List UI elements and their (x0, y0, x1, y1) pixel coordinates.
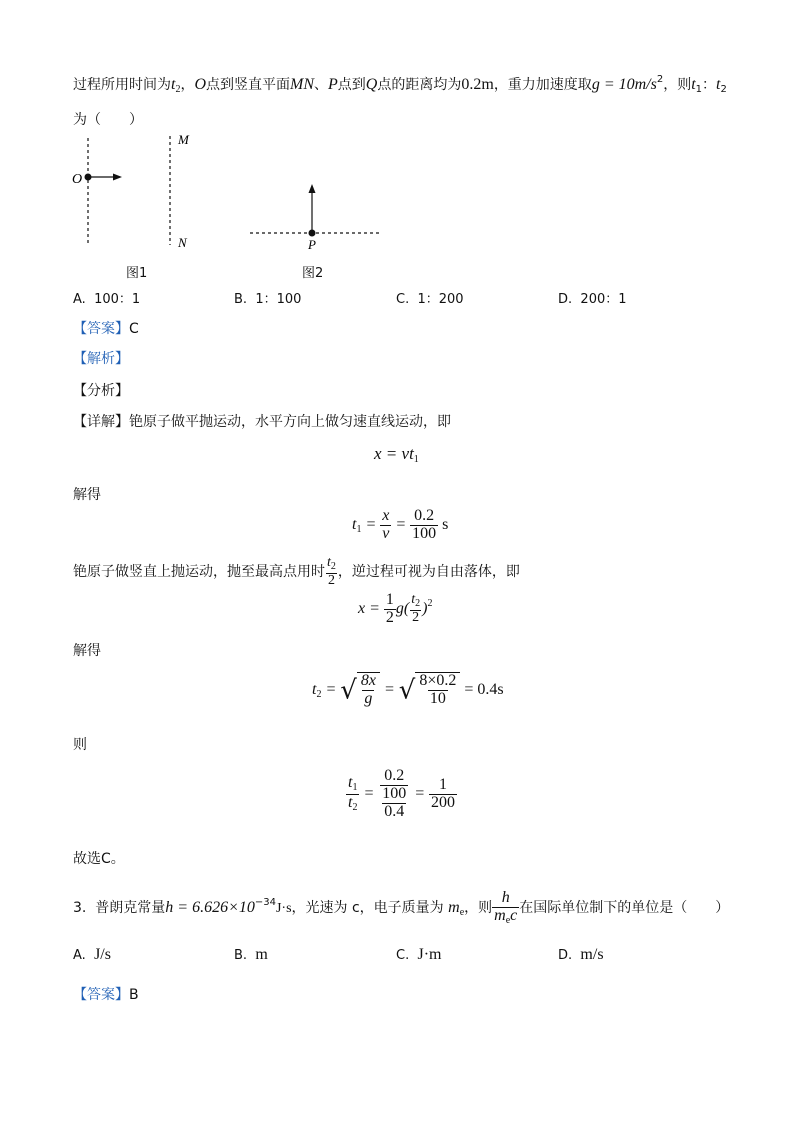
equation-3: x = $\frac{1}{2}$ g( $\frac{t_2}{2}$ )$^2$ (358, 591, 433, 626)
p3-option-d[interactable] (558, 946, 604, 964)
p3-option-b[interactable] (234, 946, 268, 964)
solve-label-1: 解得 (73, 487, 101, 503)
symbol-O: O (194, 76, 207, 93)
text-fragment: ，重力加速度取 (493, 77, 592, 93)
eq-denominator: c (510, 906, 518, 924)
distance-value: 0.2m (461, 76, 494, 93)
eq-result: = 0.4s (464, 680, 504, 698)
option-b[interactable] (234, 288, 301, 307)
detail-text: 铯原子做平抛运动，水平方向上做匀速直线运动，即 (129, 414, 451, 430)
eq-numerator: 1 (385, 591, 394, 608)
equation-4: $t_2$ = √ $\frac{8x}{g}$ = √ $\frac{8\times 0.2}{10}$ = 0.4s (312, 672, 504, 707)
label-O: O (72, 172, 83, 187)
text-fragment: 点到竖直平面 (206, 77, 291, 93)
eq-symbol: x (358, 599, 366, 617)
arrowhead-right-icon (113, 174, 122, 181)
eq-symbol: t (352, 515, 357, 533)
text-fragment: 、 (314, 77, 329, 93)
detail-line-2: 铯原子做竖直上抛运动，抛至最高点用时 $\frac{t_2}{2}$ ，逆过程可视为自由落体，即 (73, 555, 520, 588)
text-fragment: 点的距离均为 (377, 77, 462, 93)
answer-tag: 【答案】 (73, 987, 129, 1003)
solve-label-2: 解得 (73, 643, 101, 659)
question-number: 3. (73, 900, 87, 917)
eq-numerator: 8×0.2 (419, 672, 457, 689)
option-letter: C. (396, 292, 410, 307)
text-fragment: 铯原子做竖直上抛运动，抛至最高点用时 (73, 564, 325, 581)
answer-tag: 【答案】 (73, 321, 129, 337)
eq-numerator: 1 (439, 775, 448, 793)
symbol-m: m (448, 899, 460, 917)
equation-text: x = vt (374, 444, 414, 463)
answer-value: C (129, 321, 139, 337)
p3-option-c[interactable] (396, 946, 441, 964)
planck-value: h = 6.626×10 (165, 899, 255, 917)
option-a[interactable] (73, 288, 140, 307)
conclusion: 故选C。 (73, 851, 125, 867)
problem-text-line-2: 为（ ） (73, 112, 143, 128)
fenxi-tag: 【分析】 (73, 383, 129, 399)
option-d[interactable] (558, 288, 627, 307)
text-fragment: ，光速为 c，电子质量为 (291, 900, 444, 917)
option-text: J·m (417, 946, 442, 963)
colon: ： (702, 77, 717, 93)
option-letter: D. (558, 292, 573, 307)
eq-denominator: 2 (385, 608, 394, 626)
eq-denominator: 10 (429, 689, 446, 707)
symbol-P: P (328, 76, 338, 93)
eq-denominator: 100 (382, 784, 407, 802)
eq-denominator: 100 (412, 524, 437, 542)
text-fragment: ，则 (464, 900, 493, 917)
eq-numerator: 0.2 (384, 767, 405, 784)
label-N: N (178, 235, 187, 250)
detail-tag: 【详解】 (73, 414, 129, 430)
equation-5: $\frac{t_1}{t_2}$ = $\frac{\frac{0.2}{100}}{0.4}$ = $\frac{1}{200}$ (348, 767, 456, 820)
eq-numerator: 8x (360, 672, 376, 689)
eq-numerator: h (501, 889, 510, 906)
figure-1-caption: 图1 (126, 266, 148, 281)
symbol-Q: Q (365, 76, 378, 93)
symbol-t: t (171, 76, 176, 93)
option-text: 1：200 (417, 292, 464, 307)
detail-line (73, 411, 451, 431)
figure-2-caption: 图2 (302, 266, 324, 281)
label-M: M (178, 132, 189, 147)
option-c[interactable] (396, 288, 464, 307)
option-text: m/s (580, 946, 604, 963)
eq-denominator: v (382, 524, 390, 542)
label-P: P (308, 237, 316, 252)
arrowhead-up-icon (309, 184, 316, 193)
text-fragment: ，则 (663, 77, 692, 93)
option-letter: A. (73, 948, 86, 963)
problem-text-line-1: 过程所用时间为$t_2$，O点到竖直平面MN、P点到Q点的距离均为0.2m，重力加速度取$g = 10m/s^2$，则$t_1$：$t_2$ (73, 74, 727, 95)
option-letter: D. (558, 948, 573, 963)
option-letter: C. (396, 948, 410, 963)
symbol-MN: MN (290, 76, 315, 93)
eq-unit: s (442, 515, 449, 533)
eq-symbol: g (395, 599, 404, 617)
option-text: 100：1 (94, 292, 141, 307)
option-text: m (255, 946, 268, 963)
p3-answer-line (73, 984, 139, 1004)
gravity-value: g = 10m/s (591, 76, 657, 93)
eq-denominator: g (364, 689, 373, 707)
answer-value: B (129, 987, 139, 1003)
eq-denominator: 0.4 (384, 802, 405, 820)
answer-line (73, 318, 139, 338)
equation-1: $x = vt_1$ (374, 444, 419, 465)
problem-3-stem: 3. 普朗克常量$h = 6.626\times 10^{-34}J\cdot s$，光速为 c，电子质量为 $m_e$，则 $\frac{h}{m_ec}$ 在国际单位制下的单位是（ ） (73, 889, 730, 926)
eq-denominator: 200 (431, 793, 456, 811)
option-letter: B. (234, 948, 248, 963)
equation-2: $t_1$ = $\frac{x}{v}$ = $\frac{0.2}{100}$ s (352, 507, 449, 542)
option-letter: A. (73, 292, 86, 307)
figure-diagram (60, 128, 400, 278)
text-fragment: 在国际单位制下的单位是（ ） (519, 900, 730, 917)
text-fragment: 点到 (337, 77, 366, 93)
exponent: −34 (254, 897, 276, 909)
option-text: 200：1 (580, 292, 627, 307)
option-text: J/s (94, 946, 111, 963)
subscript-e: e (459, 907, 465, 919)
analysis-tag: 【解析】 (73, 351, 129, 367)
option-letter: B. (234, 292, 248, 307)
text-fragment: ，逆过程可视为自由落体，即 (337, 564, 520, 581)
eq-numerator: 0.2 (414, 507, 435, 524)
p3-option-a[interactable] (73, 946, 111, 964)
text-fragment: 普朗克常量 (95, 900, 166, 917)
then-label: 则 (73, 737, 87, 753)
unit: J·s (275, 901, 292, 917)
option-text: 1：100 (255, 292, 302, 307)
eq-denominator: m (494, 906, 506, 924)
text-fragment: 过程所用时间为 (73, 77, 171, 93)
eq-numerator: x (382, 507, 390, 524)
